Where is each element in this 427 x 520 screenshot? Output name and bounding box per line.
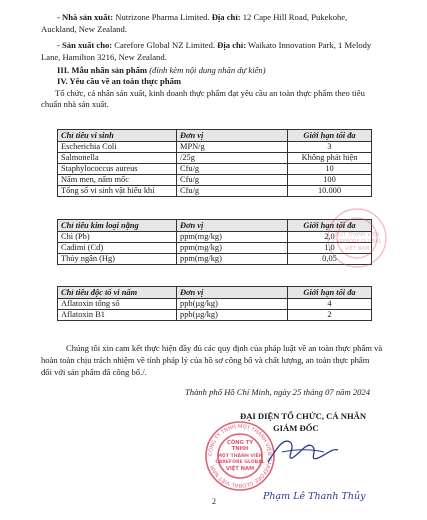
commitment-line-3: đối với sản phẩm đã công bố./.	[41, 367, 147, 377]
cell-limit: 4	[288, 299, 372, 310]
manufacturer-name: Nutrizone Pharma Limited.	[113, 12, 212, 22]
cell-limit: 3	[288, 142, 372, 153]
table-row	[58, 164, 372, 175]
header-limit: Giới hạn tối đa	[288, 130, 372, 142]
cell-criteria: Chì (Pb)	[58, 232, 177, 243]
section-3-note: (đính kèm nội dung nhãn dự kiến)	[149, 65, 266, 75]
client-address-1: Waikato Innovation Park, 1 Melody	[246, 40, 372, 50]
table-header-row	[58, 130, 372, 142]
cell-unit: MPN/g	[177, 142, 288, 153]
cell-limit: 0,05	[288, 254, 372, 265]
signer-name: Phạm Lê Thanh Thủy	[263, 491, 366, 502]
representative-role: GIÁM ĐỐC	[273, 423, 319, 433]
table-row	[58, 142, 372, 153]
micro-table	[57, 129, 372, 197]
cell-unit: ppb(µg/kg)	[177, 310, 288, 321]
commitment-line-2: hoàn toàn chịu trách nhiệm về tính pháp lý của hồ sơ công bố và chất lượng, an toàn thực phẩm	[41, 355, 370, 365]
cell-unit: ppb(µg/kg)	[177, 299, 288, 310]
seal-center-text-3: MỘT THÀNH VIÊN	[217, 454, 263, 459]
cell-limit: Không phát hiện	[288, 153, 372, 164]
toxin-table	[57, 286, 372, 321]
header-unit: Đơn vị	[177, 287, 288, 299]
client-line-1	[57, 40, 371, 51]
representative-title: ĐẠI DIỆN TỔ CHỨC, CÁ NHÂN	[240, 411, 367, 421]
faint-stamp-text-2: CAREFORE GLOBAL	[332, 239, 382, 245]
seal-center-text-4: CAREFORE GLOBAL	[215, 460, 265, 465]
header-limit: Giới hạn tối đa	[288, 220, 372, 232]
section-4-title: IV. Yêu cầu về an toàn thực phẩm	[57, 76, 182, 86]
seal-center-text-1: CÔNG TY	[227, 440, 253, 446]
commitment-line-1: Chúng tôi xin cam kết thực hiện đầy đủ các quy định của pháp luật về an toàn thực phẩm và	[66, 343, 383, 353]
cell-criteria: Escherichia Coli	[58, 142, 177, 153]
place-date: Thành phố Hồ Chí Minh, ngày 25 tháng 07 năm 2024	[185, 387, 371, 397]
cell-criteria: Aflatoxin tổng số	[58, 299, 177, 310]
cell-limit: 2,0	[288, 232, 372, 243]
section-4-paragraph-1: Tổ chức, cá nhân sản xuất, kinh doanh thực phẩm đạt yêu cầu an toàn thực phẩm theo tiêu	[55, 88, 365, 98]
manufacturer-address-label: Địa chỉ:	[211, 12, 241, 22]
cell-criteria: Tổng số vi sinh vật hiếu khí	[58, 186, 177, 197]
cell-unit: /25g	[177, 153, 288, 164]
manufacturer-line-1	[57, 12, 347, 23]
header-criteria: Chỉ tiêu vi sinh	[58, 130, 177, 142]
table-row	[58, 299, 372, 310]
cell-criteria: Salmonella	[58, 153, 177, 164]
client-name: Carefore Global NZ Limited.	[112, 40, 218, 50]
header-limit: Giới hạn tối đa	[288, 287, 372, 299]
cell-criteria: Nấm men, nấm mốc	[58, 175, 177, 186]
cell-limit: 1,0	[288, 243, 372, 254]
cell-unit: Cfu/g	[177, 186, 288, 197]
cell-unit: Cfu/g	[177, 175, 288, 186]
header-unit: Đơn vị	[177, 130, 288, 142]
manufacturer-label: - Nhà sản xuất:	[57, 12, 114, 22]
table-row	[58, 153, 372, 164]
section-3-title: III. Mẫu nhãn sản phẩm	[57, 65, 150, 75]
client-address-label: Địa chỉ:	[217, 40, 247, 50]
header-criteria: Chỉ tiêu kim loại nặng	[58, 220, 177, 232]
signature-scribble	[262, 428, 342, 476]
manufacturer-address-2: Auckland, New Zealand.	[41, 24, 127, 34]
cell-unit: ppm(mg/kg)	[177, 232, 288, 243]
page-number: 2	[212, 497, 216, 506]
faint-stamp-text-3: VIỆT NAM	[344, 246, 370, 252]
table-header-row	[58, 287, 372, 299]
cell-unit: ppm(mg/kg)	[177, 254, 288, 265]
cell-unit: Cfu/g	[177, 164, 288, 175]
cell-limit: 2	[288, 310, 372, 321]
client-address-2: Lane, Hamilton 3216, New Zealand.	[41, 52, 167, 62]
seal-center-text-2: TNHH	[231, 446, 249, 452]
faint-stamp-text-1: MỘT THÀNH VIÊN	[334, 232, 380, 238]
seal-center-text-5: VIỆT NAM	[225, 466, 255, 472]
cell-limit: 100	[288, 175, 372, 186]
cell-limit: 10.000	[288, 186, 372, 197]
cell-criteria: Thủy ngân (Hg)	[58, 254, 177, 265]
seal-ring-text: CÔNG TY TNHH MỘT THÀNH VIÊN CAREFORE GLOBAL VIỆT NAM	[207, 423, 273, 489]
table-row	[58, 175, 372, 186]
cell-criteria: Cadimi (Cd)	[58, 243, 177, 254]
faint-company-stamp	[325, 206, 389, 270]
header-criteria: Chỉ tiêu độc tố vi nấm	[58, 287, 177, 299]
section-4-paragraph-2: chuẩn nhà sản xuất.	[41, 99, 109, 109]
manufacturer-address-1: 12 Cape Hill Road, Pukekohe,	[240, 12, 348, 22]
section-3-heading	[57, 65, 266, 76]
cell-unit: ppm(mg/kg)	[177, 243, 288, 254]
table-row	[58, 186, 372, 197]
cell-criteria: Staphylococcus aureus	[58, 164, 177, 175]
cell-criteria: Aflatoxin B1	[58, 310, 177, 321]
header-unit: Đơn vị	[177, 220, 288, 232]
table-row	[58, 310, 372, 321]
client-label: - Sản xuất cho:	[57, 40, 113, 50]
cell-limit: 10	[288, 164, 372, 175]
